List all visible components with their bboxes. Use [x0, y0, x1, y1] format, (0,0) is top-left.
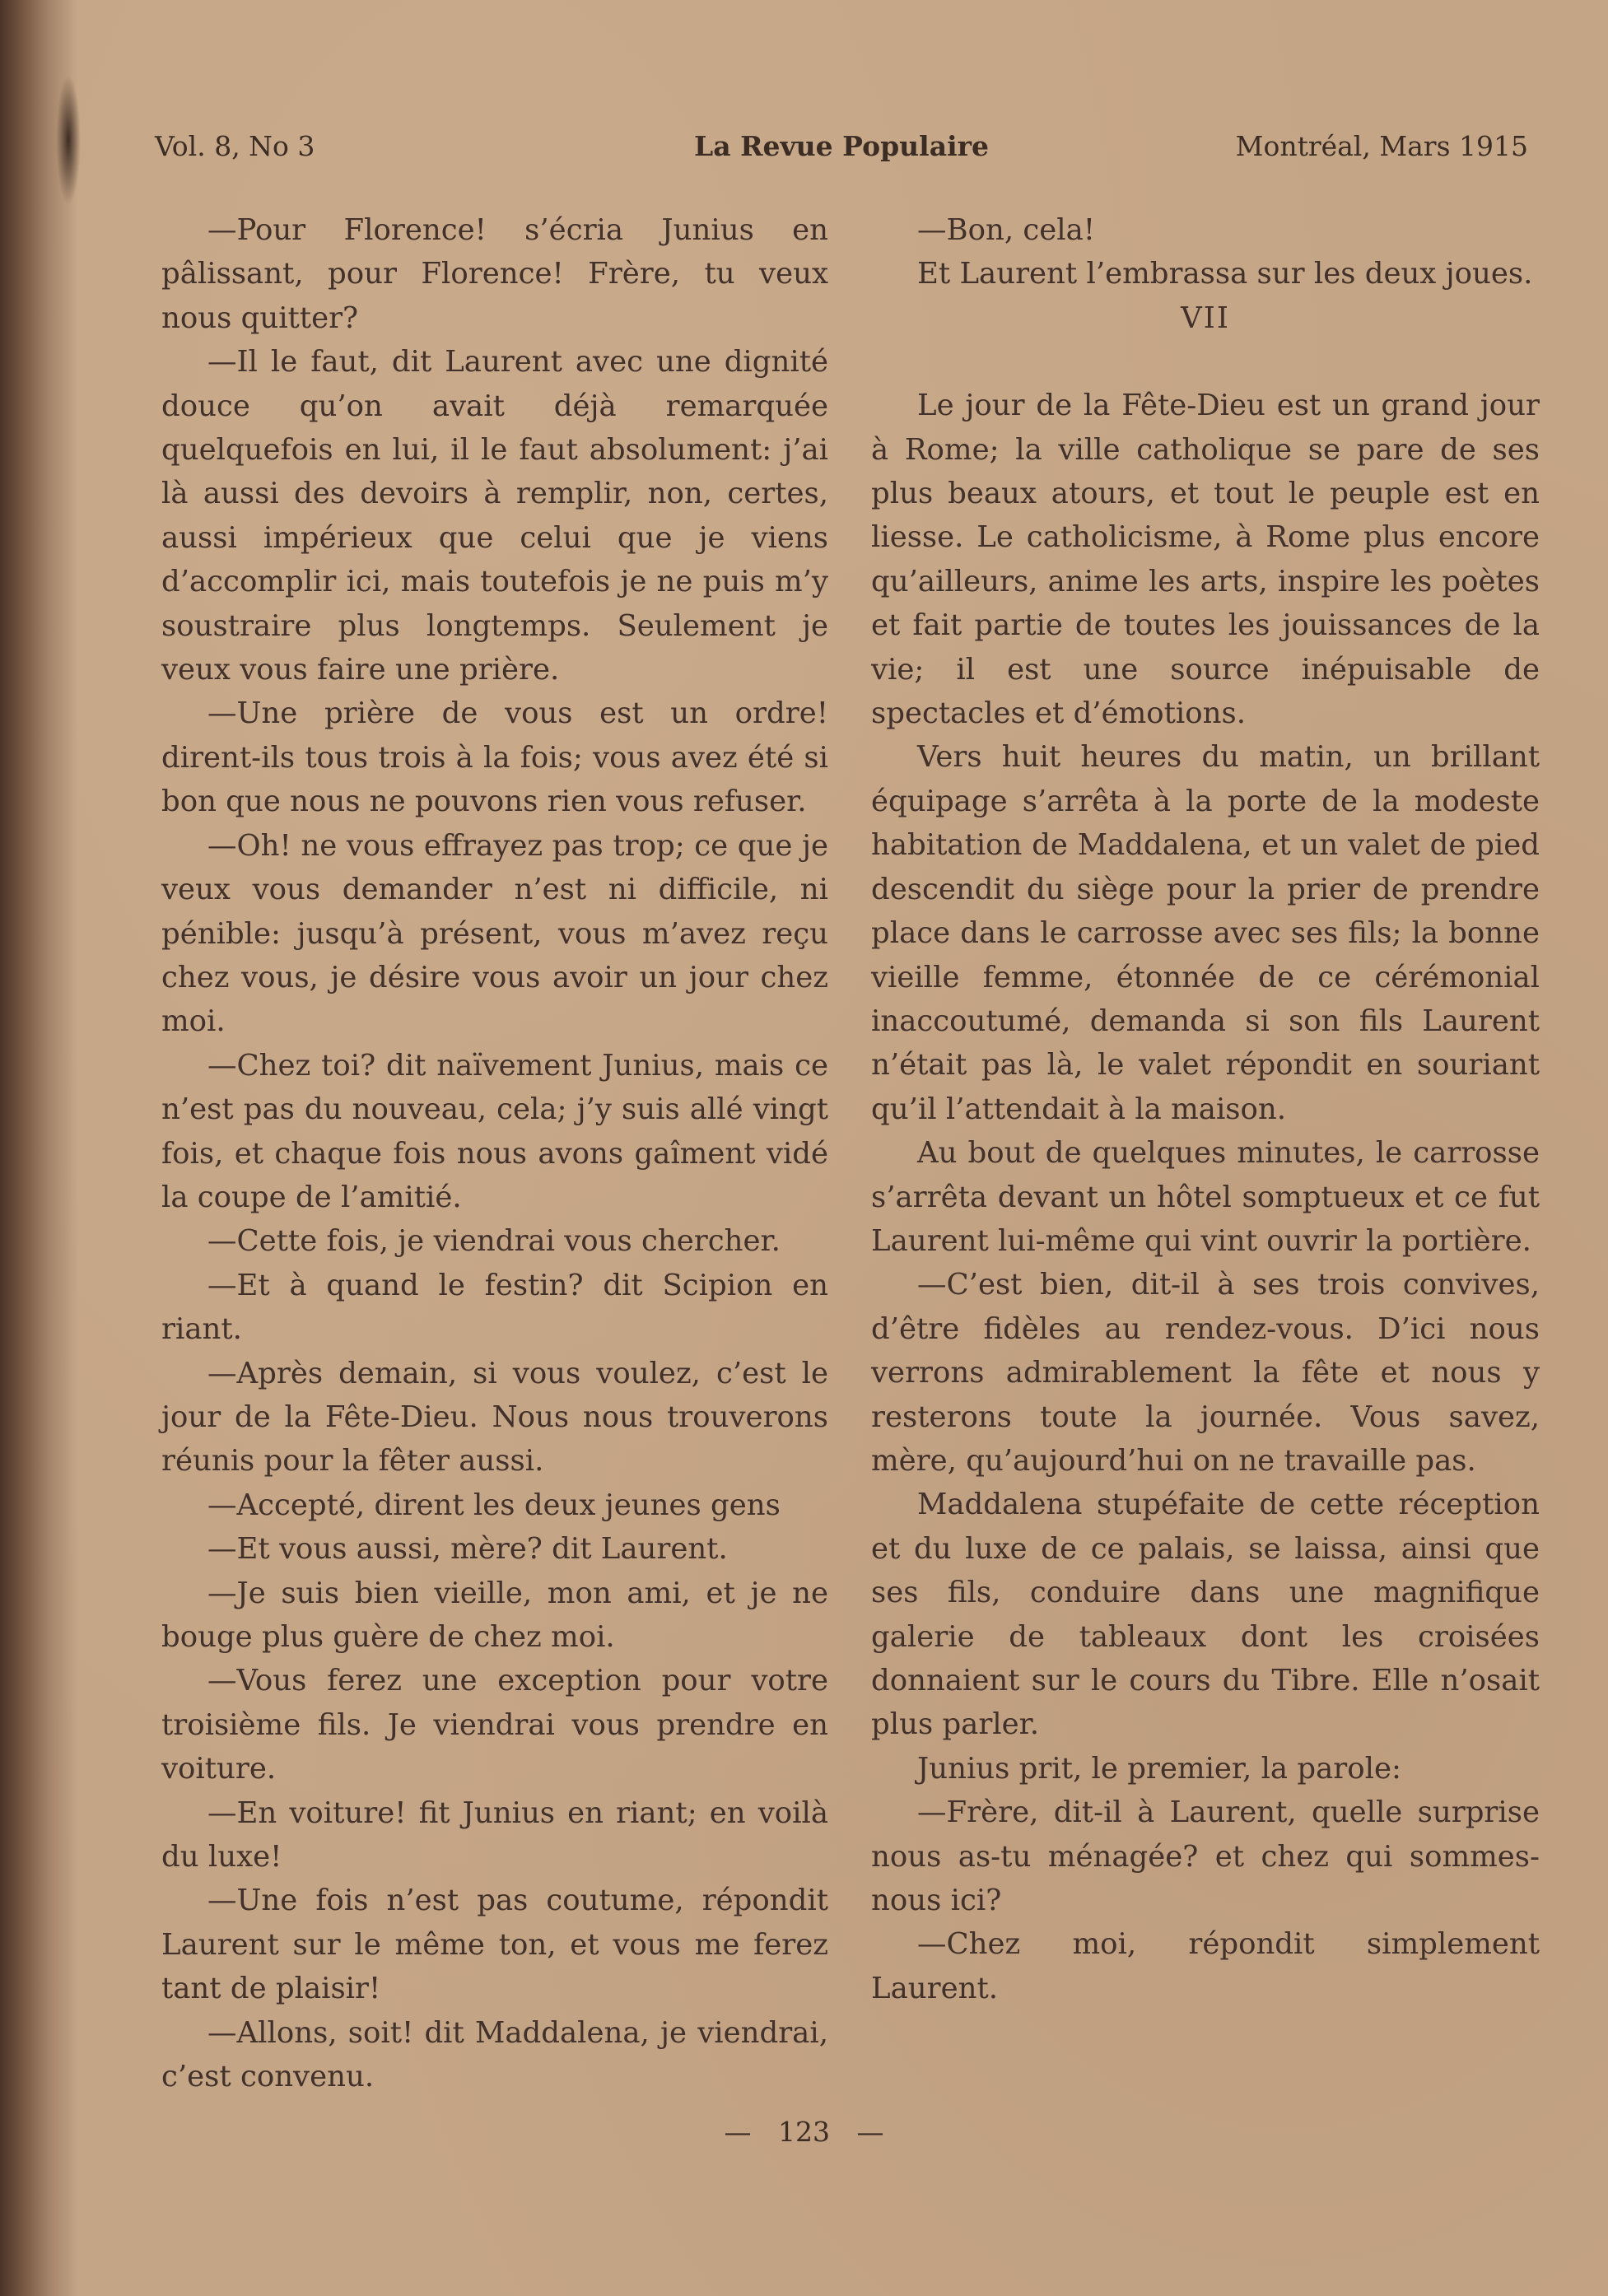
paragraph: —Frère, dit-il à Laurent, quelle surprise nous as-tu ménagée? et chez qui sommes-nous ici? — [871, 1795, 1540, 1918]
paragraph: —Cette fois, je viendrai vous chercher. — [207, 1224, 781, 1259]
paragraph: —Allons, soit! dit Maddalena, je viendrai, c’est convenu. — [161, 2015, 828, 2094]
paragraph: —Oh! ne vous effrayez pas trop; ce que je veux vous demander n’est ni difficile, ni pénible: jusqu’à présent, vous m’avez reçu chez vous, je désire vous avoir un jour chez moi. — [161, 828, 828, 1039]
paragraph: —Il le faut, dit Laurent avec une dignité douce qu’on avait déjà remarquée quelquefois en lui, il le faut absolument: j’ai là aussi des devoirs à remplir, non, certes, aussi impérieux que celui que je viens d’accomplir ici, mais toutefois je ne puis m’y soustraire plus longtemps. Seulement je veux vous faire une prière. — [161, 345, 828, 687]
spine-stain — [56, 74, 81, 206]
book-spine-shadow — [0, 0, 78, 2296]
chapter-heading: VII — [1181, 300, 1230, 335]
paragraph: Maddalena stupéfaite de cette réception et du luxe de ce palais, se laissa, ainsi que ses fils, conduire dans une magnifique galerie de tableaux dont les croisées donnaient sur le cours du Tibre. Elle n’osait plus parler. — [871, 1488, 1540, 1742]
paragraph: —Et vous aussi, mère? dit Laurent. — [207, 1532, 728, 1567]
paragraph: Au bout de quelques minutes, le carrosse s’arrêta devant un hôtel somptueux et ce fut Laurent lui-même qui vint ouvrir la portière. — [871, 1136, 1540, 1258]
paragraph: —En voiture! fit Junius en riant; en voilà du luxe! — [161, 1795, 828, 1875]
paragraph: Vers huit heures du matin, un brillant équipage s’arrêta à la porte de la modeste habitation de Maddalena, et un valet de pied descendit du siège pour la prier de prendre place dans le carrosse avec ses fils; la bonne vieille femme, étonnée de ce cérémonial inaccoutumé, demanda si son fils Laurent n’était pas là, le valet répondit en souriant qu’il l’attendait à la maison. — [871, 740, 1540, 1126]
folio-dash-right: — — [856, 2116, 884, 2148]
paragraph: —Et à quand le festin? dit Scipion en riant. — [161, 1268, 828, 1347]
paragraph: Et Laurent l’embrassa sur les deux joues. — [917, 257, 1533, 291]
volume-number: Vol. 8, No 3 — [155, 130, 315, 162]
paragraph: —C’est bien, dit-il à ses trois convives, d’être fidèles au rendez-vous. D’ici nous verrons admirablement la fête et nous y resterons toute la journée. Vous savez, mère, qu’aujourd’hui on ne travaille pas. — [871, 1268, 1540, 1478]
paragraph: —Accepté, dirent les deux jeunes gens — [207, 1488, 781, 1522]
folio-dash-left: — — [724, 2116, 752, 2148]
paragraph: —Après demain, si vous voulez, c’est le jour de la Fête-Dieu. Nous nous trouverons réunis pour la fêter aussi. — [161, 1356, 828, 1479]
paragraph: —Je suis bien vieille, mon ami, et je ne bouge plus guère de chez moi. — [161, 1576, 828, 1654]
paragraph: —Chez toi? dit naïvement Junius, mais ce n’est pas du nouveau, cela; j’y suis allé vingt fois, et chaque fois nous avons gaîment vidé la coupe de l’amitié. — [161, 1048, 828, 1214]
right-column — [871, 208, 1540, 2010]
paragraph: —Chez moi, répondit simplement Laurent. — [871, 1927, 1540, 2005]
page-number: 123 — [778, 2116, 830, 2148]
paragraph: Le jour de la Fête-Dieu est un grand jour à Rome; la ville catholique se pare de ses plus beaux atours, et tout le peuple est en liesse. Le catholicisme, à Rome plus encore qu’ailleurs, anime les arts, inspire les poètes et fait partie de toutes les jouissances de la vie; il est une source inépuisable de spectacles et d’émotions. — [871, 389, 1540, 731]
journal-title: La Revue Populaire — [694, 130, 989, 162]
paragraph: —Pour Florence! s’écria Junius en pâlissant, pour Florence! Frère, tu veux nous quitter? — [161, 213, 828, 335]
paragraph: —Vous ferez une exception pour votre troisième fils. Je viendrai vous prendre en voiture. — [161, 1664, 828, 1786]
page-folio — [0, 2116, 1608, 2148]
paragraph: —Bon, cela! — [917, 213, 1096, 247]
running-header — [155, 130, 1528, 171]
paragraph: —Une fois n’est pas coutume, répondit Laurent sur le même ton, et vous me ferez tant de plaisir! — [161, 1884, 828, 2006]
paragraph: Junius prit, le premier, la parole: — [917, 1751, 1401, 1786]
paragraph: —Une prière de vous est un ordre! dirent-ils tous trois à la fois; vous avez été si bon que nous ne pouvons rien vous refuser. — [161, 696, 828, 819]
issue-date: Montréal, Mars 1915 — [1235, 130, 1528, 162]
left-column — [161, 208, 828, 2098]
